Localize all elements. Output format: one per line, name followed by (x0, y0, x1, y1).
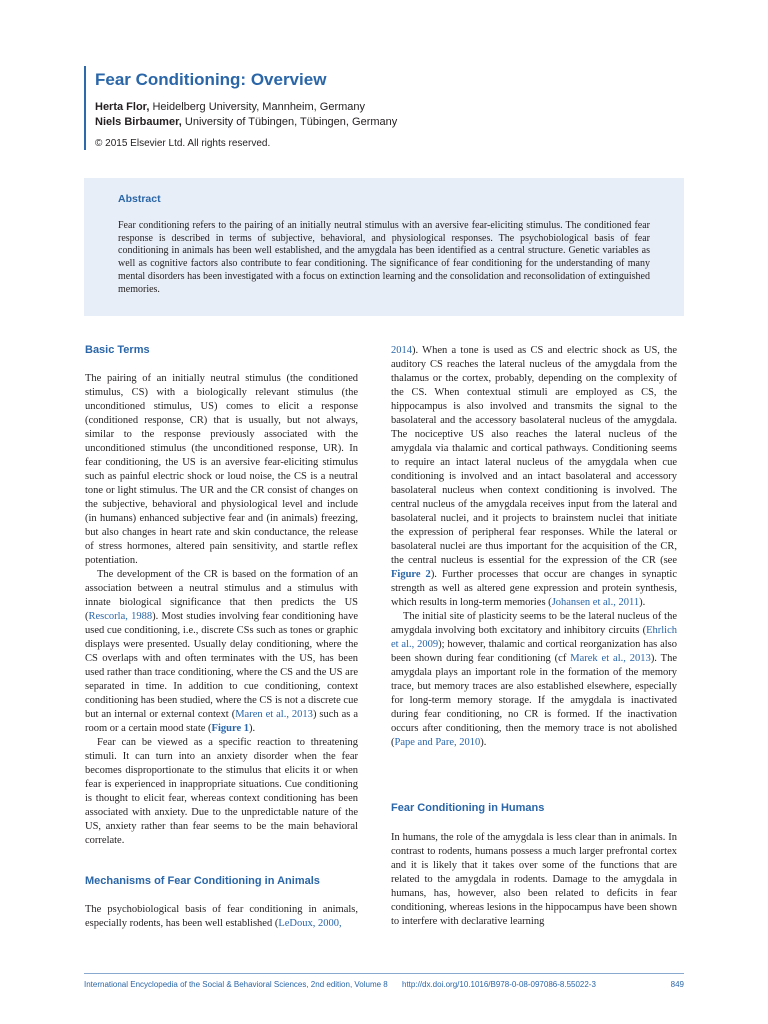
author-name: Herta Flor, (95, 101, 150, 113)
text-run: ); however, thalamic and cortical reorganization has also been shown during fear conditioning (cf (391, 639, 678, 664)
left-column-text (85, 372, 358, 848)
paragraph (85, 568, 358, 736)
text-run: ). (248, 723, 256, 734)
text-run: The development of the CR is based on the formation of an association between a neutral stimulus and a stimulus with innate biological significance that then predicts the US ( (85, 569, 358, 622)
citation-link[interactable]: Marek et al., 2013 (570, 653, 651, 664)
text-run: The initial site of plasticity seems to be the lateral nucleus of the amygdala involving both excitatory and inhibitory circuits ( (391, 611, 677, 636)
text-run: ). When a tone is used as CS and electric shock as US, the auditory CS reaches the lateral nucleus of the amygdala from the thalamus or the cortex, probably, depending on the complexity of the CS. When contextual stimuli are employed as CS, the hippocampus is also involved and transmits the signal to the basolateral and the accessory basolateral nucleus of the amygdala. The nociceptive US also reaches the lateral nucleus of the amygdala via thalamic and cortical pathways. Conditioning seems to require an intact lateral nucleus of the amygdala when cue conditioning is involved and an intact basolateral and accessory basolateral nucleus when context conditioning is involved. The central nucleus of the amygdala receives input from the lateral and basolateral nuclei, and it projects to brainstem nuclei that initiate the expression of peripheral fear responses. While the lateral or basolateral nuclei are thus important for the acquisition of the CR, the central nucleus is essential for the expression of the CR (see (391, 345, 677, 566)
author-line (95, 115, 686, 130)
right-column-text (391, 344, 677, 750)
abstract-text: Fear conditioning refers to the pairing of an initially neutral stimulus with an aversive fear-eliciting stimulus. The conditioned fear response is described in terms of subjective, behavioral, and physiological responses. The psychobiological basis of fear conditioning in animals has been well established, and the amygdala has been identified as a central structure. Genetic variables as well as cognitive factors also contribute to fear conditioning. The significance of fear conditioning for the understanding of many mental disorders has been investigated with a focus on extinction learning and the consolidation and reconsolidation of extinguished memories. (118, 220, 650, 295)
paragraph (85, 903, 358, 931)
footer-divider (84, 973, 684, 974)
article-header (84, 66, 686, 150)
citation-link[interactable]: Pape and Pare, 2010 (394, 737, 481, 748)
text-run: ). (639, 597, 646, 608)
paragraph (391, 344, 677, 610)
paragraph (391, 610, 677, 750)
author-line (95, 100, 686, 115)
text-run: The psychobiological basis of fear conditioning in animals, especially rodents, has been well established ( (85, 904, 358, 929)
citation-link[interactable]: LeDoux, 2000, (278, 918, 342, 929)
abstract-heading: Abstract (118, 193, 161, 205)
right-column-text (391, 831, 677, 929)
paragraph: In humans, the role of the amygdala is less clear than in animals. In contrast to rodents, humans possess a much larger prefrontal cortex and it is likely that it takes over some of the functions that are related to the amygdala in rodents. Damage to the amygdala in humans, has, however, also been related to deficits in fear conditioning, whereas lesions in the hippocampus have been shown to interfere with declarative learning (391, 832, 677, 927)
author-affiliation: University of Tübingen, Tübingen, Germany (181, 116, 398, 128)
author-name: Niels Birbaumer, (95, 116, 182, 128)
text-run: ) such as a room or a certain mood state ( (85, 709, 359, 734)
citation-link[interactable]: Johansen et al., 2011 (551, 597, 640, 608)
text-run: ). The amygdala plays an important role in the formation of the memory trace, but memory traces are also established elsewhere, especially for long-term memory storage. If the amygdala is inactivated during fear conditioning, no CR is formed. If the inactivation occurs after conditioning, then the memory trace is not abolished ( (391, 653, 677, 748)
citation-link[interactable]: Maren et al., 2013 (235, 709, 313, 720)
left-column-text (85, 903, 358, 931)
figure-link[interactable]: Figure 2 (391, 569, 431, 580)
doi-link[interactable]: http://dx.doi.org/10.1016/B978-0-08-097086-8.55022-3 (402, 980, 596, 989)
section-heading-humans: Fear Conditioning in Humans (391, 802, 545, 814)
copyright-notice: © 2015 Elsevier Ltd. All rights reserved. (95, 138, 271, 149)
page-number: 849 (670, 980, 684, 989)
section-heading-mechanisms: Mechanisms of Fear Conditioning in Animals (85, 875, 320, 887)
paragraph: Fear can be viewed as a specific reaction to threatening stimuli. It can turn into an anxiety disorder when the fear becomes disproportionate to the stimulus that elicits it or when fear is experienced in inappropriate situations. Cue conditioning is thought to elicit fear, whereas context conditioning has been associated with anxiety. Due to the unpredictable nature of the US, anxiety rather than fear seems to be the main behavioral correlate. (85, 737, 358, 846)
text-run: ). Most studies involving fear conditioning have used cue conditioning, i.e., discrete CSs such as tones or graphic displays were presented. Usually delay conditioning, where the CS overlaps with and often terminates with the US, has been used rather than trace conditioning, where the CS and the US are separated in time. In addition to cue conditioning, context conditioning has been studied, where the CS is not a discrete cue but an internal or external context ( (85, 611, 358, 720)
footer-source: International Encyclopedia of the Social & Behavioral Sciences, 2nd edition, Volume 8 (84, 980, 388, 989)
section-heading-basic-terms: Basic Terms (85, 344, 150, 356)
article-title: Fear Conditioning: Overview (95, 70, 327, 89)
author-affiliation: Heidelberg University, Mannheim, Germany (149, 101, 366, 113)
citation-link[interactable]: Rescorla, 1988 (88, 611, 153, 622)
citation-link[interactable]: 2014 (391, 345, 412, 356)
citation-link[interactable]: Ehrlich et al., 2009 (391, 625, 677, 650)
paragraph: The pairing of an initially neutral stimulus (the conditioned stimulus, CS) with a biologically relevant stimulus (the unconditioned stimulus, US) comes to elicit a response (conditioned response, CR) that is usually, but not always, similar to the response previously associated with the unconditioned stimulus (the unconditioned response, UR). In fear conditioning, the US is an aversive fear-eliciting stimulus such as painful electric shock or loud noise, the CS is a neutral tone or light stimulus. The UR and the CR consist of changes on the subjective, behavioral and physiological level and include (in humans) enhanced subjective fear and (in animals) freezing, but also changes in heart rate and skin conductance, the release of stress hormones, altered pain sensitivity, and startle reflex potentiation. (85, 373, 358, 566)
text-run: ). (480, 737, 487, 748)
figure-link[interactable]: Figure 1 (211, 723, 249, 734)
abstract-box (84, 178, 684, 316)
text-run: ). Further processes that occur are changes in synaptic strength as well as altered gene expression and protein synthesis, which results in long-term memories ( (391, 569, 677, 608)
